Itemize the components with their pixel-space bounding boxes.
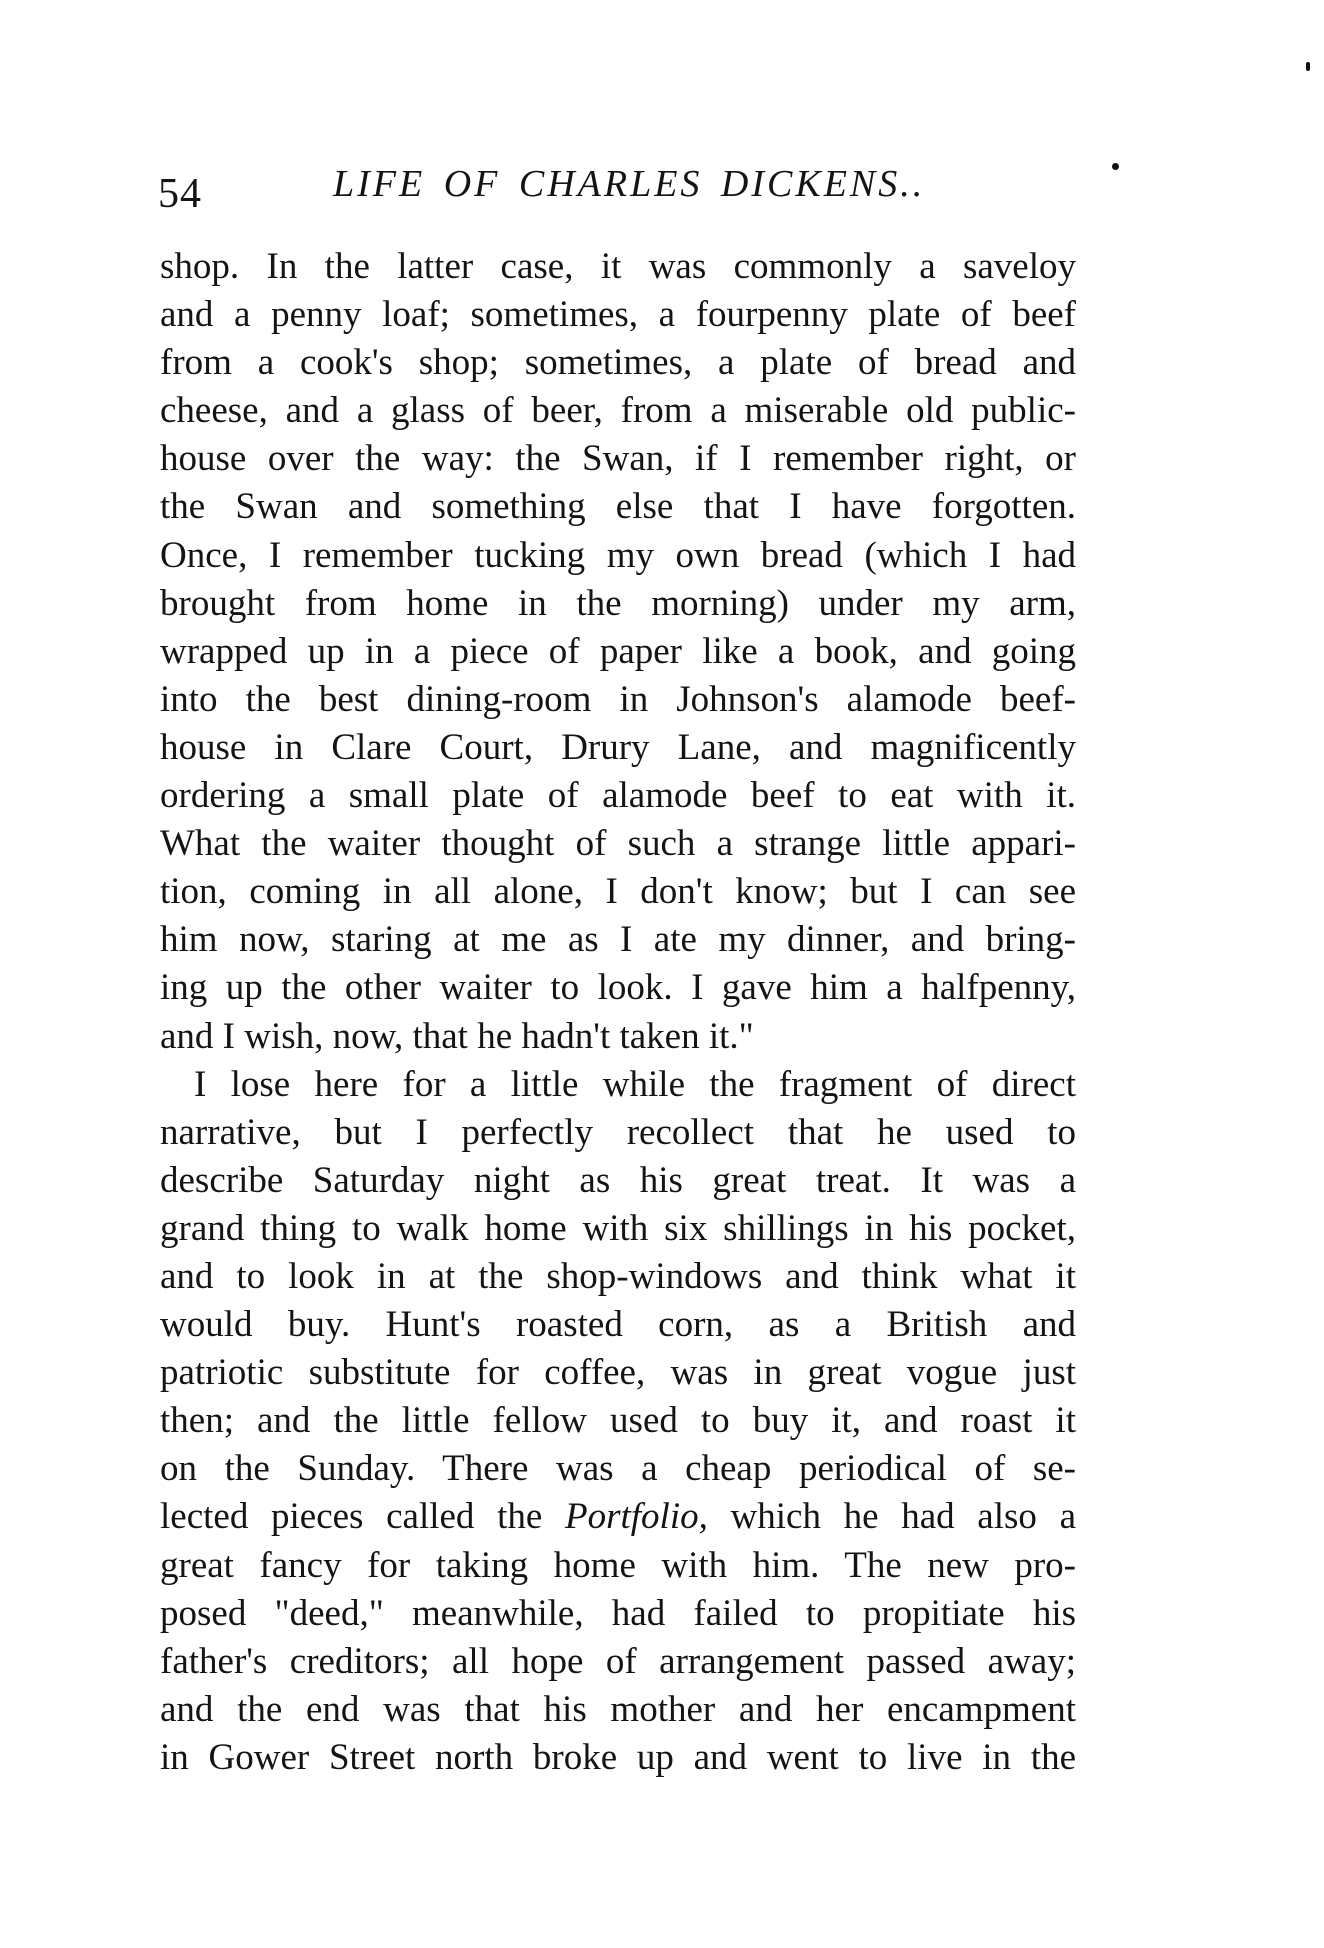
text-line: narrative, but I perfectly recollect that he used to xyxy=(160,1111,1076,1153)
text-line: and a penny loaf; sometimes, a fourpenny plate of beef xyxy=(160,294,1076,336)
text-line: from a cook's shop; sometimes, a plate of bread and xyxy=(160,342,1076,384)
text-line: and to look in at the shop-windows and think what it xyxy=(160,1255,1076,1297)
text-line: into the best dining-room in Johnson's alamode beef- xyxy=(160,678,1076,720)
text-line: the Swan and something else that I have forgotten. xyxy=(160,486,1076,528)
text-line: father's creditors; all hope of arrangement passed away; xyxy=(160,1640,1076,1682)
text-line: patriotic substitute for coffee, was in great vogue just xyxy=(160,1352,1076,1394)
text-line: grand thing to walk home with six shillings in his pocket, xyxy=(160,1207,1076,1249)
text-line: ing up the other waiter to look. I gave him a halfpenny, xyxy=(160,967,1076,1009)
text-line: describe Saturday night as his great treat. It was a xyxy=(160,1159,1076,1201)
text-line: him now, staring at me as I ate my dinner, and bring- xyxy=(160,919,1076,961)
page-number: 54 xyxy=(158,171,202,217)
text-line-with-title xyxy=(160,1493,1076,1541)
text-line: house over the way: the Swan, if I remember right, or xyxy=(160,438,1076,480)
margin-speck xyxy=(1306,62,1310,71)
text-line: tion, coming in all alone, I don't know; but I can see xyxy=(160,871,1076,913)
running-title: LIFE OF CHARLES DICKENS.. xyxy=(333,163,926,205)
paragraph-start-line: I lose here for a little while the fragment of direct xyxy=(194,1063,1076,1105)
text-line: wrapped up in a piece of paper like a book, and going xyxy=(160,630,1076,672)
text-line: great fancy for taking home with him. The new pro- xyxy=(160,1544,1076,1586)
text-line: house in Clare Court, Drury Lane, and magnificently xyxy=(160,726,1076,768)
text-line: cheese, and a glass of beer, from a miserable old public- xyxy=(160,390,1076,432)
text-line: then; and the little fellow used to buy it, and roast it xyxy=(160,1400,1076,1442)
text-line: brought from home in the morning) under my arm, xyxy=(160,582,1076,624)
periodical-title: Portfolio, xyxy=(564,1496,708,1538)
text-fragment: which he had also a xyxy=(707,1496,1076,1538)
text-line: shop. In the latter case, it was commonly a saveloy xyxy=(160,246,1076,287)
text-line: in Gower Street north broke up and went to live in the xyxy=(160,1736,1076,1778)
text-line: Once, I remember tucking my own bread (which I had xyxy=(160,534,1076,576)
body-text xyxy=(160,243,1076,1782)
running-head xyxy=(158,162,1078,222)
text-line: posed "deed," meanwhile, had failed to propitiate his xyxy=(160,1592,1076,1634)
text-line: on the Sunday. There was a cheap periodical of se- xyxy=(160,1448,1076,1490)
text-fragment: lected pieces called the xyxy=(160,1496,565,1538)
text-line: and the end was that his mother and her encampment xyxy=(160,1688,1076,1730)
text-line: What the waiter thought of such a strange little appari- xyxy=(160,823,1076,865)
paragraph-end-line: and I wish, now, that he hadn't taken it." xyxy=(160,1015,754,1057)
text-line: would buy. Hunt's roasted corn, as a British and xyxy=(160,1304,1076,1346)
margin-speck xyxy=(1112,163,1119,170)
text-line: ordering a small plate of alamode beef to eat with it. xyxy=(160,775,1076,817)
